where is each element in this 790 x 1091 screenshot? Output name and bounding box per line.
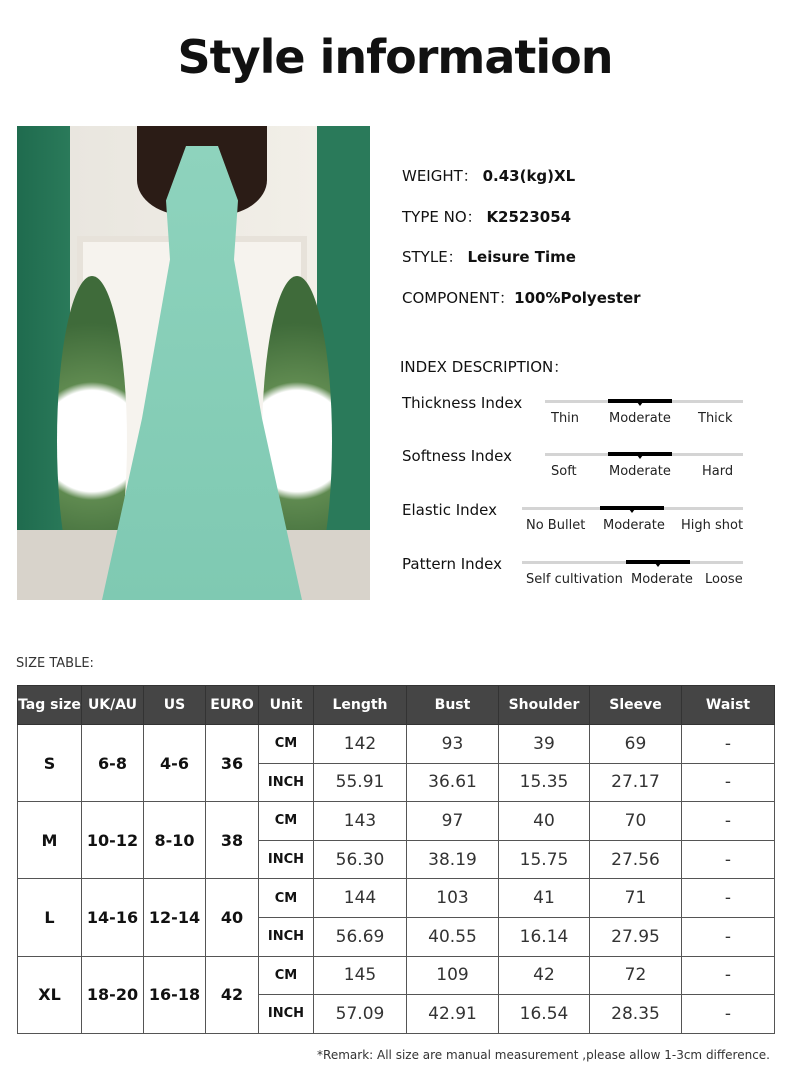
- index-option: Self cultivation: [526, 572, 623, 587]
- measurement-cell: -: [682, 840, 775, 879]
- column-header: Sleeve: [590, 686, 682, 725]
- measurement-cell: 28.35: [590, 995, 682, 1034]
- table-row: [18, 879, 775, 918]
- measurement-cell: 109: [407, 956, 499, 995]
- style-value: Leisure Time: [467, 248, 576, 266]
- euro-cell: 36: [206, 725, 259, 802]
- tag-size-cell: M: [18, 802, 82, 879]
- column-header: Bust: [407, 686, 499, 725]
- unit-cell: INCH: [259, 995, 314, 1034]
- weight-row: [402, 165, 575, 186]
- weight-value: 0.43(kg)XL: [482, 167, 576, 185]
- index-label: Thickness Index: [402, 394, 523, 412]
- unit-cell: CM: [259, 879, 314, 918]
- unit-cell: INCH: [259, 917, 314, 956]
- page-title: Style information: [177, 30, 613, 84]
- index-option: Moderate: [603, 518, 665, 533]
- type-value: K2523054: [486, 208, 572, 226]
- index-scale: [522, 561, 743, 564]
- measurement-cell: 55.91: [314, 763, 407, 802]
- index-option: Soft: [551, 464, 577, 479]
- measurement-cell: 38.19: [407, 840, 499, 879]
- measurement-cell: 57.09: [314, 995, 407, 1034]
- measurement-cell: 56.69: [314, 917, 407, 956]
- measurement-cell: 142: [314, 725, 407, 764]
- index-scale: [545, 400, 743, 403]
- measurement-cell: 40: [499, 802, 590, 841]
- measurement-cell: 27.95: [590, 917, 682, 956]
- measurement-cell: 41: [499, 879, 590, 918]
- measurement-cell: 143: [314, 802, 407, 841]
- unit-cell: CM: [259, 802, 314, 841]
- measurement-cell: 42.91: [407, 995, 499, 1034]
- index-selected-marker: [608, 452, 672, 456]
- ukau-cell: 14-16: [82, 879, 144, 956]
- unit-cell: CM: [259, 956, 314, 995]
- index-option: Moderate: [609, 464, 671, 479]
- index-scale: [522, 507, 743, 510]
- us-cell: 12-14: [144, 879, 206, 956]
- component-value: 100%Polyester: [514, 289, 641, 307]
- measurement-cell: 27.17: [590, 763, 682, 802]
- column-header: Length: [314, 686, 407, 725]
- index-label: Elastic Index: [402, 501, 498, 519]
- index-option: Loose: [705, 572, 743, 587]
- measurement-cell: 93: [407, 725, 499, 764]
- measurement-cell: 70: [590, 802, 682, 841]
- measurement-cell: 56.30: [314, 840, 407, 879]
- index-option: Thick: [698, 411, 733, 426]
- us-cell: 4-6: [144, 725, 206, 802]
- measurement-cell: 15.35: [499, 763, 590, 802]
- measurement-cell: 36.61: [407, 763, 499, 802]
- unit-cell: CM: [259, 725, 314, 764]
- measurement-cell: -: [682, 956, 775, 995]
- measurement-cell: -: [682, 917, 775, 956]
- component-label: COMPONENT：: [402, 289, 515, 307]
- type-label: TYPE NO：: [402, 208, 482, 226]
- index-option: High shot: [681, 518, 744, 533]
- table-row: [18, 802, 775, 841]
- measurement-cell: 97: [407, 802, 499, 841]
- unit-cell: INCH: [259, 763, 314, 802]
- unit-cell: INCH: [259, 840, 314, 879]
- measurement-cell: -: [682, 725, 775, 764]
- index-selected-marker: [608, 399, 672, 403]
- column-header: EURO: [206, 686, 259, 725]
- index-title: INDEX DESCRIPTION：: [400, 358, 569, 376]
- ukau-cell: 10-12: [82, 802, 144, 879]
- index-label: Softness Index: [402, 447, 513, 465]
- index-option: Moderate: [609, 411, 671, 426]
- measurement-cell: 42: [499, 956, 590, 995]
- index-option: Moderate: [631, 572, 693, 587]
- measurement-cell: 39: [499, 725, 590, 764]
- column-header: Shoulder: [499, 686, 590, 725]
- ukau-cell: 18-20: [82, 956, 144, 1033]
- tag-size-cell: S: [18, 725, 82, 802]
- column-header: Waist: [682, 686, 775, 725]
- ukau-cell: 6-8: [82, 725, 144, 802]
- index-selected-marker: [626, 560, 690, 564]
- us-cell: 16-18: [144, 956, 206, 1033]
- table-row: [18, 725, 775, 764]
- measurement-cell: 69: [590, 725, 682, 764]
- measurement-cell: 145: [314, 956, 407, 995]
- measurement-cell: -: [682, 995, 775, 1034]
- column-header: UK/AU: [82, 686, 144, 725]
- index-label: Pattern Index: [402, 555, 503, 573]
- tag-size-cell: L: [18, 879, 82, 956]
- component-row: [402, 287, 641, 308]
- style-row: [402, 246, 576, 267]
- measurement-cell: 103: [407, 879, 499, 918]
- measurement-cell: 72: [590, 956, 682, 995]
- product-photo: [17, 126, 370, 600]
- index-option: Hard: [702, 464, 734, 479]
- euro-cell: 38: [206, 802, 259, 879]
- index-option: Thin: [551, 411, 580, 426]
- weight-label: WEIGHT：: [402, 167, 478, 185]
- measurement-cell: 144: [314, 879, 407, 918]
- measurement-cell: 16.54: [499, 995, 590, 1034]
- column-header: US: [144, 686, 206, 725]
- measurement-cell: 15.75: [499, 840, 590, 879]
- index-option: No Bullet: [526, 518, 586, 533]
- column-header: Unit: [259, 686, 314, 725]
- measurement-cell: 16.14: [499, 917, 590, 956]
- table-row: [18, 956, 775, 995]
- measurement-cell: -: [682, 763, 775, 802]
- size-table-label: SIZE TABLE:: [16, 656, 94, 671]
- us-cell: 8-10: [144, 802, 206, 879]
- type-row: [402, 206, 571, 227]
- index-selected-marker: [600, 506, 664, 510]
- euro-cell: 42: [206, 956, 259, 1033]
- euro-cell: 40: [206, 879, 259, 956]
- size-table: [17, 685, 775, 1034]
- style-label: STYLE：: [402, 248, 463, 266]
- measurement-cell: 71: [590, 879, 682, 918]
- remark: *Remark: All size are manual measurement ,please allow 1-3cm difference.: [317, 1048, 770, 1062]
- measurement-cell: 40.55: [407, 917, 499, 956]
- measurement-cell: 27.56: [590, 840, 682, 879]
- column-header: Tag size: [18, 686, 82, 725]
- measurement-cell: -: [682, 802, 775, 841]
- measurement-cell: -: [682, 879, 775, 918]
- tag-size-cell: XL: [18, 956, 82, 1033]
- index-scale: [545, 453, 743, 456]
